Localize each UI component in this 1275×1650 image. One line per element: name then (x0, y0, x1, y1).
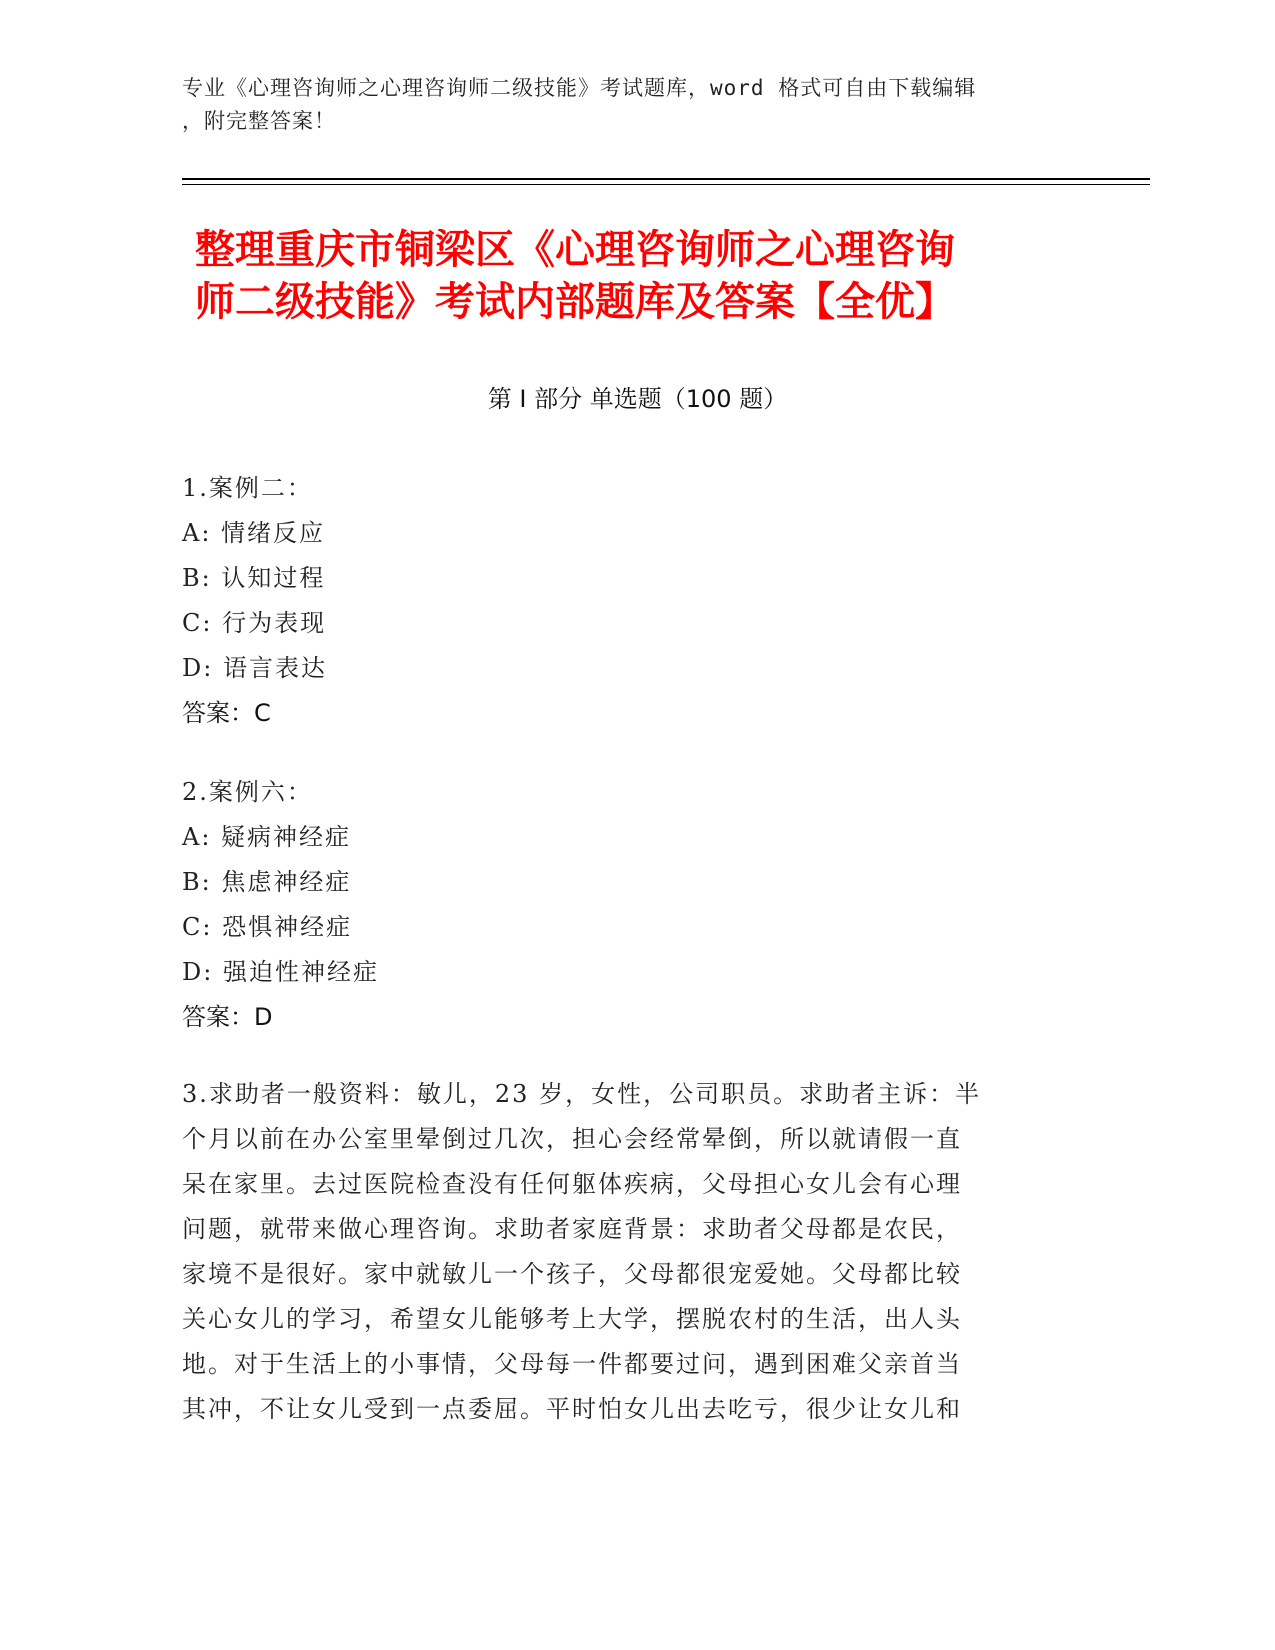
question-stem-line: 问题，就带来做心理咨询。求助者家庭背景：求助者父母都是农民， (182, 1215, 962, 1243)
section-heading: 第 I 部分 单选题（100 题） (487, 385, 788, 413)
question-3 (182, 1072, 1062, 1432)
header-note (182, 72, 1062, 138)
header-divider-thick (182, 178, 1150, 180)
header-note-line: 专业《心理咨询师之心理咨询师二级技能》考试题库，word 格式可自由下载编辑 (182, 76, 977, 100)
document-title-line: 整理重庆市铜梁区《心理咨询师之心理咨询 (195, 227, 955, 273)
question-stem-line: 地。对于生活上的小事情，父母每一件都要过问，遇到困难父亲首当 (182, 1350, 962, 1378)
question-stem-line: 3.求助者一般资料：敏儿，23 岁，女性，公司职员。求助者主诉：半 (182, 1080, 982, 1108)
question-stem-line: 家境不是很好。家中就敏儿一个孩子，父母都很宠爱她。父母都比较 (182, 1260, 962, 1288)
option-a: A: 情绪反应 (182, 519, 326, 547)
question-2 (182, 770, 1062, 1040)
question-stem-line: 呆在家里。去过医院检查没有任何躯体疾病，父母担心女儿会有心理 (182, 1170, 962, 1198)
option-d: D: 强迫性神经症 (182, 958, 379, 986)
option-d: D: 语言表达 (182, 654, 327, 682)
document-title-line: 师二级技能》考试内部题库及答案【全优】 (195, 279, 955, 325)
question-stem-line: 个月以前在办公室里晕倒过几次，担心会经常晕倒，所以就请假一直 (182, 1125, 962, 1153)
question-stem: 2.案例六： (182, 778, 313, 806)
option-b: B: 认知过程 (182, 564, 326, 592)
question-stem-line: 关心女儿的学习，希望女儿能够考上大学，摆脱农村的生活，出人头 (182, 1305, 962, 1333)
option-c: C: 恐惧神经症 (182, 913, 353, 941)
option-b: B: 焦虑神经症 (182, 868, 352, 896)
question-stem: 1.案例二： (182, 474, 313, 502)
question-stem-line: 其冲，不让女儿受到一点委屈。平时怕女儿出去吃亏，很少让女儿和 (182, 1395, 962, 1423)
header-divider-thin (182, 184, 1150, 185)
option-c: C: 行为表现 (182, 609, 327, 637)
document-title (195, 224, 1095, 328)
question-1 (182, 466, 1062, 736)
header-note-line: ，附完整答案！ (182, 109, 336, 133)
answer: 答案：C (182, 699, 271, 727)
option-a: A: 疑病神经症 (182, 823, 352, 851)
answer: 答案：D (182, 1003, 273, 1031)
